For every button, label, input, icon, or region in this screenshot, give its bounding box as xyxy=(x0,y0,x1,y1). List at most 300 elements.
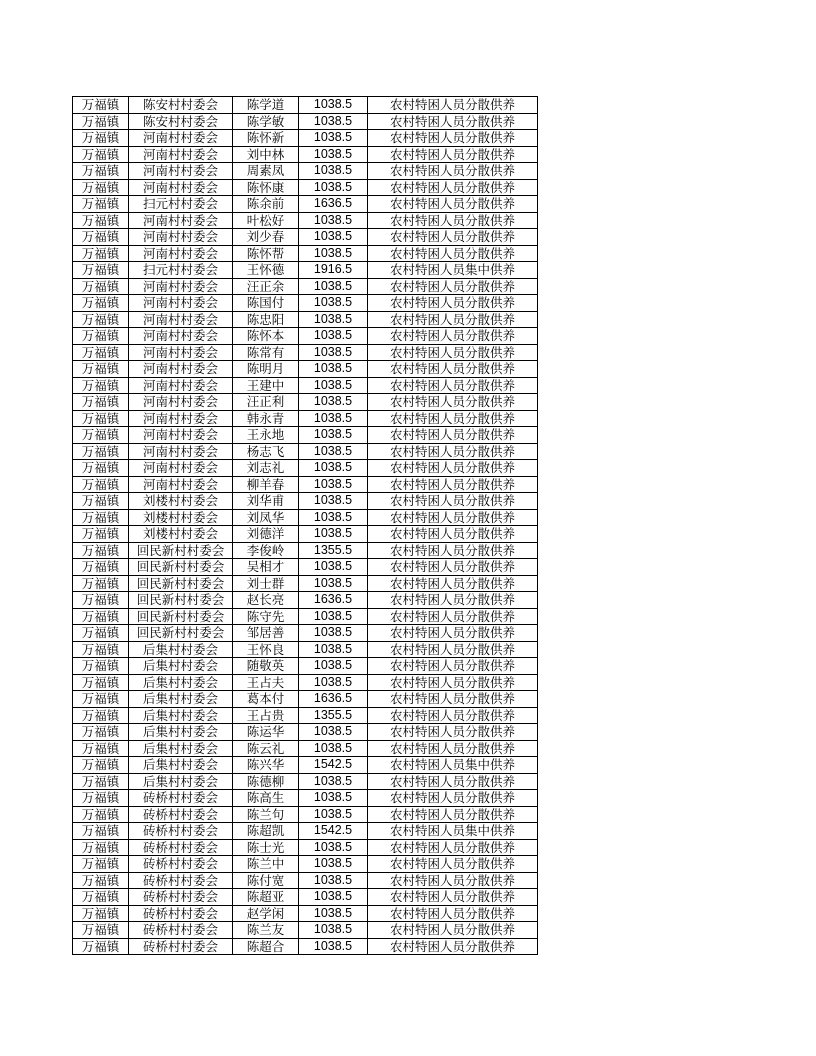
amount-cell: 1038.5 xyxy=(299,394,368,411)
town-cell: 万福镇 xyxy=(73,410,129,427)
town-cell: 万福镇 xyxy=(73,245,129,262)
village-committee-cell: 河南村村委会 xyxy=(129,245,233,262)
beneficiary-table xyxy=(72,96,538,955)
support-type-cell: 农村特困人员分散供养 xyxy=(368,146,538,163)
table-row xyxy=(73,394,538,411)
village-committee-cell: 河南村村委会 xyxy=(129,427,233,444)
village-committee-cell: 回民新村村委会 xyxy=(129,575,233,592)
amount-cell: 1038.5 xyxy=(299,889,368,906)
support-type-cell: 农村特困人员分散供养 xyxy=(368,839,538,856)
village-committee-cell: 砖桥村村委会 xyxy=(129,905,233,922)
amount-cell: 1038.5 xyxy=(299,922,368,939)
amount-cell: 1038.5 xyxy=(299,278,368,295)
person-name-cell: 陈怀康 xyxy=(233,179,299,196)
town-cell: 万福镇 xyxy=(73,938,129,955)
support-type-cell: 农村特困人员分散供养 xyxy=(368,427,538,444)
town-cell: 万福镇 xyxy=(73,641,129,658)
town-cell: 万福镇 xyxy=(73,740,129,757)
table-row xyxy=(73,625,538,642)
table-row xyxy=(73,823,538,840)
support-type-cell: 农村特困人员分散供养 xyxy=(368,130,538,147)
town-cell: 万福镇 xyxy=(73,212,129,229)
village-committee-cell: 陈安村村委会 xyxy=(129,113,233,130)
town-cell: 万福镇 xyxy=(73,757,129,774)
person-name-cell: 李俊岭 xyxy=(233,542,299,559)
table-row xyxy=(73,856,538,873)
person-name-cell: 陈学敏 xyxy=(233,113,299,130)
table-row xyxy=(73,460,538,477)
support-type-cell: 农村特困人员分散供养 xyxy=(368,889,538,906)
table-row xyxy=(73,245,538,262)
table-row xyxy=(73,196,538,213)
amount-cell: 1542.5 xyxy=(299,823,368,840)
table-row xyxy=(73,707,538,724)
village-committee-cell: 河南村村委会 xyxy=(129,377,233,394)
table-row xyxy=(73,97,538,114)
support-type-cell: 农村特困人员分散供养 xyxy=(368,575,538,592)
table-row xyxy=(73,163,538,180)
support-type-cell: 农村特困人员分散供养 xyxy=(368,542,538,559)
village-committee-cell: 河南村村委会 xyxy=(129,476,233,493)
village-committee-cell: 河南村村委会 xyxy=(129,443,233,460)
town-cell: 万福镇 xyxy=(73,691,129,708)
town-cell: 万福镇 xyxy=(73,889,129,906)
person-name-cell: 葛本付 xyxy=(233,691,299,708)
person-name-cell: 周素凤 xyxy=(233,163,299,180)
town-cell: 万福镇 xyxy=(73,559,129,576)
support-type-cell: 农村特困人员分散供养 xyxy=(368,97,538,114)
village-committee-cell: 后集村村委会 xyxy=(129,773,233,790)
town-cell: 万福镇 xyxy=(73,97,129,114)
person-name-cell: 陈超亚 xyxy=(233,889,299,906)
table-row xyxy=(73,889,538,906)
amount-cell: 1038.5 xyxy=(299,625,368,642)
table-row xyxy=(73,806,538,823)
amount-cell: 1038.5 xyxy=(299,146,368,163)
town-cell: 万福镇 xyxy=(73,575,129,592)
support-type-cell: 农村特困人员分散供养 xyxy=(368,394,538,411)
town-cell: 万福镇 xyxy=(73,344,129,361)
support-type-cell: 农村特困人员分散供养 xyxy=(368,113,538,130)
person-name-cell: 陈兴华 xyxy=(233,757,299,774)
amount-cell: 1038.5 xyxy=(299,361,368,378)
person-name-cell: 刘华甫 xyxy=(233,493,299,510)
support-type-cell: 农村特困人员分散供养 xyxy=(368,212,538,229)
town-cell: 万福镇 xyxy=(73,674,129,691)
person-name-cell: 刘士群 xyxy=(233,575,299,592)
table-row xyxy=(73,212,538,229)
village-committee-cell: 后集村村委会 xyxy=(129,740,233,757)
person-name-cell: 陈兰友 xyxy=(233,922,299,939)
person-name-cell: 汪正余 xyxy=(233,278,299,295)
town-cell: 万福镇 xyxy=(73,872,129,889)
table-row xyxy=(73,229,538,246)
amount-cell: 1038.5 xyxy=(299,724,368,741)
person-name-cell: 陈学道 xyxy=(233,97,299,114)
town-cell: 万福镇 xyxy=(73,839,129,856)
person-name-cell: 陈兰句 xyxy=(233,806,299,823)
table-row xyxy=(73,790,538,807)
village-committee-cell: 河南村村委会 xyxy=(129,361,233,378)
town-cell: 万福镇 xyxy=(73,427,129,444)
person-name-cell: 汪正利 xyxy=(233,394,299,411)
support-type-cell: 农村特困人员分散供养 xyxy=(368,608,538,625)
town-cell: 万福镇 xyxy=(73,773,129,790)
person-name-cell: 王怀德 xyxy=(233,262,299,279)
table-row xyxy=(73,410,538,427)
amount-cell: 1038.5 xyxy=(299,113,368,130)
town-cell: 万福镇 xyxy=(73,130,129,147)
town-cell: 万福镇 xyxy=(73,113,129,130)
table-row xyxy=(73,130,538,147)
village-committee-cell: 刘楼村村委会 xyxy=(129,509,233,526)
amount-cell: 1038.5 xyxy=(299,179,368,196)
person-name-cell: 赵长亮 xyxy=(233,592,299,609)
amount-cell: 1038.5 xyxy=(299,872,368,889)
village-committee-cell: 河南村村委会 xyxy=(129,278,233,295)
person-name-cell: 王建中 xyxy=(233,377,299,394)
table-row xyxy=(73,542,538,559)
person-name-cell: 邹居善 xyxy=(233,625,299,642)
table-row xyxy=(73,262,538,279)
village-committee-cell: 后集村村委会 xyxy=(129,757,233,774)
support-type-cell: 农村特困人员分散供养 xyxy=(368,790,538,807)
town-cell: 万福镇 xyxy=(73,278,129,295)
town-cell: 万福镇 xyxy=(73,707,129,724)
person-name-cell: 柳羊春 xyxy=(233,476,299,493)
town-cell: 万福镇 xyxy=(73,608,129,625)
table-row xyxy=(73,641,538,658)
amount-cell: 1038.5 xyxy=(299,245,368,262)
person-name-cell: 随敬英 xyxy=(233,658,299,675)
village-committee-cell: 河南村村委会 xyxy=(129,328,233,345)
town-cell: 万福镇 xyxy=(73,905,129,922)
table-row xyxy=(73,773,538,790)
town-cell: 万福镇 xyxy=(73,196,129,213)
amount-cell: 1636.5 xyxy=(299,691,368,708)
support-type-cell: 农村特困人员分散供养 xyxy=(368,278,538,295)
spreadsheet-page xyxy=(72,96,538,955)
amount-cell: 1038.5 xyxy=(299,344,368,361)
village-committee-cell: 扫元村村委会 xyxy=(129,262,233,279)
town-cell: 万福镇 xyxy=(73,311,129,328)
town-cell: 万福镇 xyxy=(73,542,129,559)
table-row xyxy=(73,691,538,708)
person-name-cell: 陈余前 xyxy=(233,196,299,213)
table-row xyxy=(73,113,538,130)
table-body xyxy=(73,97,538,955)
village-committee-cell: 砖桥村村委会 xyxy=(129,790,233,807)
town-cell: 万福镇 xyxy=(73,460,129,477)
support-type-cell: 农村特困人员分散供养 xyxy=(368,344,538,361)
support-type-cell: 农村特困人员分散供养 xyxy=(368,179,538,196)
support-type-cell: 农村特困人员分散供养 xyxy=(368,905,538,922)
table-row xyxy=(73,278,538,295)
amount-cell: 1038.5 xyxy=(299,773,368,790)
table-row xyxy=(73,872,538,889)
table-row xyxy=(73,658,538,675)
support-type-cell: 农村特困人员分散供养 xyxy=(368,163,538,180)
support-type-cell: 农村特困人员分散供养 xyxy=(368,377,538,394)
amount-cell: 1038.5 xyxy=(299,790,368,807)
town-cell: 万福镇 xyxy=(73,146,129,163)
table-row xyxy=(73,493,538,510)
table-row xyxy=(73,922,538,939)
village-committee-cell: 砖桥村村委会 xyxy=(129,872,233,889)
person-name-cell: 陈国付 xyxy=(233,295,299,312)
table-row xyxy=(73,740,538,757)
amount-cell: 1038.5 xyxy=(299,674,368,691)
support-type-cell: 农村特困人员分散供养 xyxy=(368,311,538,328)
village-committee-cell: 河南村村委会 xyxy=(129,212,233,229)
town-cell: 万福镇 xyxy=(73,658,129,675)
support-type-cell: 农村特困人员集中供养 xyxy=(368,757,538,774)
support-type-cell: 农村特困人员分散供养 xyxy=(368,410,538,427)
table-row xyxy=(73,592,538,609)
table-row xyxy=(73,311,538,328)
table-row xyxy=(73,757,538,774)
amount-cell: 1038.5 xyxy=(299,163,368,180)
person-name-cell: 叶松好 xyxy=(233,212,299,229)
support-type-cell: 农村特困人员分散供养 xyxy=(368,806,538,823)
support-type-cell: 农村特困人员分散供养 xyxy=(368,196,538,213)
amount-cell: 1038.5 xyxy=(299,427,368,444)
village-committee-cell: 河南村村委会 xyxy=(129,311,233,328)
village-committee-cell: 后集村村委会 xyxy=(129,691,233,708)
town-cell: 万福镇 xyxy=(73,806,129,823)
village-committee-cell: 河南村村委会 xyxy=(129,130,233,147)
table-row xyxy=(73,179,538,196)
village-committee-cell: 河南村村委会 xyxy=(129,344,233,361)
village-committee-cell: 砖桥村村委会 xyxy=(129,823,233,840)
support-type-cell: 农村特困人员分散供养 xyxy=(368,773,538,790)
amount-cell: 1038.5 xyxy=(299,608,368,625)
amount-cell: 1038.5 xyxy=(299,559,368,576)
village-committee-cell: 刘楼村村委会 xyxy=(129,493,233,510)
support-type-cell: 农村特困人员分散供养 xyxy=(368,361,538,378)
amount-cell: 1038.5 xyxy=(299,377,368,394)
amount-cell: 1038.5 xyxy=(299,460,368,477)
amount-cell: 1038.5 xyxy=(299,740,368,757)
table-row xyxy=(73,559,538,576)
town-cell: 万福镇 xyxy=(73,163,129,180)
amount-cell: 1038.5 xyxy=(299,641,368,658)
town-cell: 万福镇 xyxy=(73,476,129,493)
person-name-cell: 陈守先 xyxy=(233,608,299,625)
village-committee-cell: 砖桥村村委会 xyxy=(129,806,233,823)
support-type-cell: 农村特困人员分散供养 xyxy=(368,328,538,345)
person-name-cell: 王占夫 xyxy=(233,674,299,691)
village-committee-cell: 回民新村村委会 xyxy=(129,625,233,642)
amount-cell: 1038.5 xyxy=(299,476,368,493)
village-committee-cell: 后集村村委会 xyxy=(129,658,233,675)
support-type-cell: 农村特困人员分散供养 xyxy=(368,740,538,757)
town-cell: 万福镇 xyxy=(73,229,129,246)
support-type-cell: 农村特困人员分散供养 xyxy=(368,625,538,642)
village-committee-cell: 砖桥村村委会 xyxy=(129,889,233,906)
village-committee-cell: 河南村村委会 xyxy=(129,229,233,246)
person-name-cell: 陈士光 xyxy=(233,839,299,856)
village-committee-cell: 河南村村委会 xyxy=(129,146,233,163)
village-committee-cell: 砖桥村村委会 xyxy=(129,839,233,856)
town-cell: 万福镇 xyxy=(73,856,129,873)
person-name-cell: 刘志礼 xyxy=(233,460,299,477)
town-cell: 万福镇 xyxy=(73,509,129,526)
support-type-cell: 农村特困人员分散供养 xyxy=(368,476,538,493)
person-name-cell: 陈常有 xyxy=(233,344,299,361)
support-type-cell: 农村特困人员分散供养 xyxy=(368,641,538,658)
table-row xyxy=(73,724,538,741)
table-row xyxy=(73,328,538,345)
amount-cell: 1038.5 xyxy=(299,839,368,856)
town-cell: 万福镇 xyxy=(73,394,129,411)
town-cell: 万福镇 xyxy=(73,377,129,394)
person-name-cell: 陈超合 xyxy=(233,938,299,955)
town-cell: 万福镇 xyxy=(73,526,129,543)
support-type-cell: 农村特困人员分散供养 xyxy=(368,674,538,691)
support-type-cell: 农村特困人员分散供养 xyxy=(368,592,538,609)
village-committee-cell: 刘楼村村委会 xyxy=(129,526,233,543)
table-row xyxy=(73,295,538,312)
village-committee-cell: 河南村村委会 xyxy=(129,179,233,196)
person-name-cell: 王怀良 xyxy=(233,641,299,658)
village-committee-cell: 陈安村村委会 xyxy=(129,97,233,114)
village-committee-cell: 后集村村委会 xyxy=(129,674,233,691)
table-row xyxy=(73,905,538,922)
person-name-cell: 陈明月 xyxy=(233,361,299,378)
person-name-cell: 陈德柳 xyxy=(233,773,299,790)
person-name-cell: 陈怀帮 xyxy=(233,245,299,262)
amount-cell: 1038.5 xyxy=(299,130,368,147)
village-committee-cell: 砖桥村村委会 xyxy=(129,922,233,939)
village-committee-cell: 后集村村委会 xyxy=(129,724,233,741)
village-committee-cell: 砖桥村村委会 xyxy=(129,938,233,955)
person-name-cell: 陈付宽 xyxy=(233,872,299,889)
town-cell: 万福镇 xyxy=(73,262,129,279)
person-name-cell: 陈怀本 xyxy=(233,328,299,345)
amount-cell: 1038.5 xyxy=(299,806,368,823)
village-committee-cell: 河南村村委会 xyxy=(129,410,233,427)
town-cell: 万福镇 xyxy=(73,625,129,642)
table-row xyxy=(73,575,538,592)
town-cell: 万福镇 xyxy=(73,592,129,609)
table-row xyxy=(73,509,538,526)
village-committee-cell: 回民新村村委会 xyxy=(129,608,233,625)
town-cell: 万福镇 xyxy=(73,328,129,345)
amount-cell: 1636.5 xyxy=(299,592,368,609)
village-committee-cell: 回民新村村委会 xyxy=(129,559,233,576)
amount-cell: 1038.5 xyxy=(299,938,368,955)
table-row xyxy=(73,674,538,691)
village-committee-cell: 回民新村村委会 xyxy=(129,592,233,609)
support-type-cell: 农村特困人员分散供养 xyxy=(368,245,538,262)
person-name-cell: 刘少春 xyxy=(233,229,299,246)
person-name-cell: 吴相才 xyxy=(233,559,299,576)
village-committee-cell: 回民新村村委会 xyxy=(129,542,233,559)
table-row xyxy=(73,361,538,378)
amount-cell: 1038.5 xyxy=(299,410,368,427)
amount-cell: 1038.5 xyxy=(299,97,368,114)
amount-cell: 1038.5 xyxy=(299,212,368,229)
town-cell: 万福镇 xyxy=(73,443,129,460)
town-cell: 万福镇 xyxy=(73,493,129,510)
table-row xyxy=(73,608,538,625)
table-row xyxy=(73,146,538,163)
village-committee-cell: 河南村村委会 xyxy=(129,394,233,411)
amount-cell: 1038.5 xyxy=(299,493,368,510)
person-name-cell: 杨志飞 xyxy=(233,443,299,460)
amount-cell: 1038.5 xyxy=(299,905,368,922)
support-type-cell: 农村特困人员分散供养 xyxy=(368,493,538,510)
amount-cell: 1636.5 xyxy=(299,196,368,213)
support-type-cell: 农村特困人员分散供养 xyxy=(368,295,538,312)
person-name-cell: 赵学闲 xyxy=(233,905,299,922)
person-name-cell: 王占贵 xyxy=(233,707,299,724)
amount-cell: 1916.5 xyxy=(299,262,368,279)
support-type-cell: 农村特困人员集中供养 xyxy=(368,262,538,279)
table-row xyxy=(73,344,538,361)
town-cell: 万福镇 xyxy=(73,922,129,939)
village-committee-cell: 河南村村委会 xyxy=(129,163,233,180)
amount-cell: 1038.5 xyxy=(299,229,368,246)
amount-cell: 1038.5 xyxy=(299,295,368,312)
support-type-cell: 农村特困人员分散供养 xyxy=(368,872,538,889)
amount-cell: 1355.5 xyxy=(299,542,368,559)
person-name-cell: 韩永青 xyxy=(233,410,299,427)
village-committee-cell: 砖桥村村委会 xyxy=(129,856,233,873)
support-type-cell: 农村特困人员分散供养 xyxy=(368,691,538,708)
town-cell: 万福镇 xyxy=(73,790,129,807)
support-type-cell: 农村特困人员分散供养 xyxy=(368,559,538,576)
support-type-cell: 农村特困人员分散供养 xyxy=(368,229,538,246)
town-cell: 万福镇 xyxy=(73,179,129,196)
village-committee-cell: 河南村村委会 xyxy=(129,295,233,312)
support-type-cell: 农村特困人员分散供养 xyxy=(368,922,538,939)
support-type-cell: 农村特困人员集中供养 xyxy=(368,823,538,840)
person-name-cell: 刘中林 xyxy=(233,146,299,163)
table-row xyxy=(73,476,538,493)
person-name-cell: 陈超凯 xyxy=(233,823,299,840)
town-cell: 万福镇 xyxy=(73,361,129,378)
amount-cell: 1038.5 xyxy=(299,509,368,526)
amount-cell: 1038.5 xyxy=(299,575,368,592)
person-name-cell: 王永地 xyxy=(233,427,299,444)
person-name-cell: 刘凤华 xyxy=(233,509,299,526)
person-name-cell: 陈云礼 xyxy=(233,740,299,757)
person-name-cell: 陈高生 xyxy=(233,790,299,807)
support-type-cell: 农村特困人员分散供养 xyxy=(368,658,538,675)
support-type-cell: 农村特困人员分散供养 xyxy=(368,509,538,526)
table-row xyxy=(73,938,538,955)
table-row xyxy=(73,377,538,394)
support-type-cell: 农村特困人员分散供养 xyxy=(368,724,538,741)
support-type-cell: 农村特困人员分散供养 xyxy=(368,460,538,477)
table-row xyxy=(73,427,538,444)
table-row xyxy=(73,839,538,856)
person-name-cell: 陈兰中 xyxy=(233,856,299,873)
person-name-cell: 陈忠阳 xyxy=(233,311,299,328)
person-name-cell: 陈怀新 xyxy=(233,130,299,147)
amount-cell: 1038.5 xyxy=(299,311,368,328)
support-type-cell: 农村特困人员分散供养 xyxy=(368,856,538,873)
table-row xyxy=(73,443,538,460)
amount-cell: 1355.5 xyxy=(299,707,368,724)
town-cell: 万福镇 xyxy=(73,724,129,741)
village-committee-cell: 后集村村委会 xyxy=(129,707,233,724)
person-name-cell: 刘德洋 xyxy=(233,526,299,543)
support-type-cell: 农村特困人员分散供养 xyxy=(368,443,538,460)
village-committee-cell: 河南村村委会 xyxy=(129,460,233,477)
